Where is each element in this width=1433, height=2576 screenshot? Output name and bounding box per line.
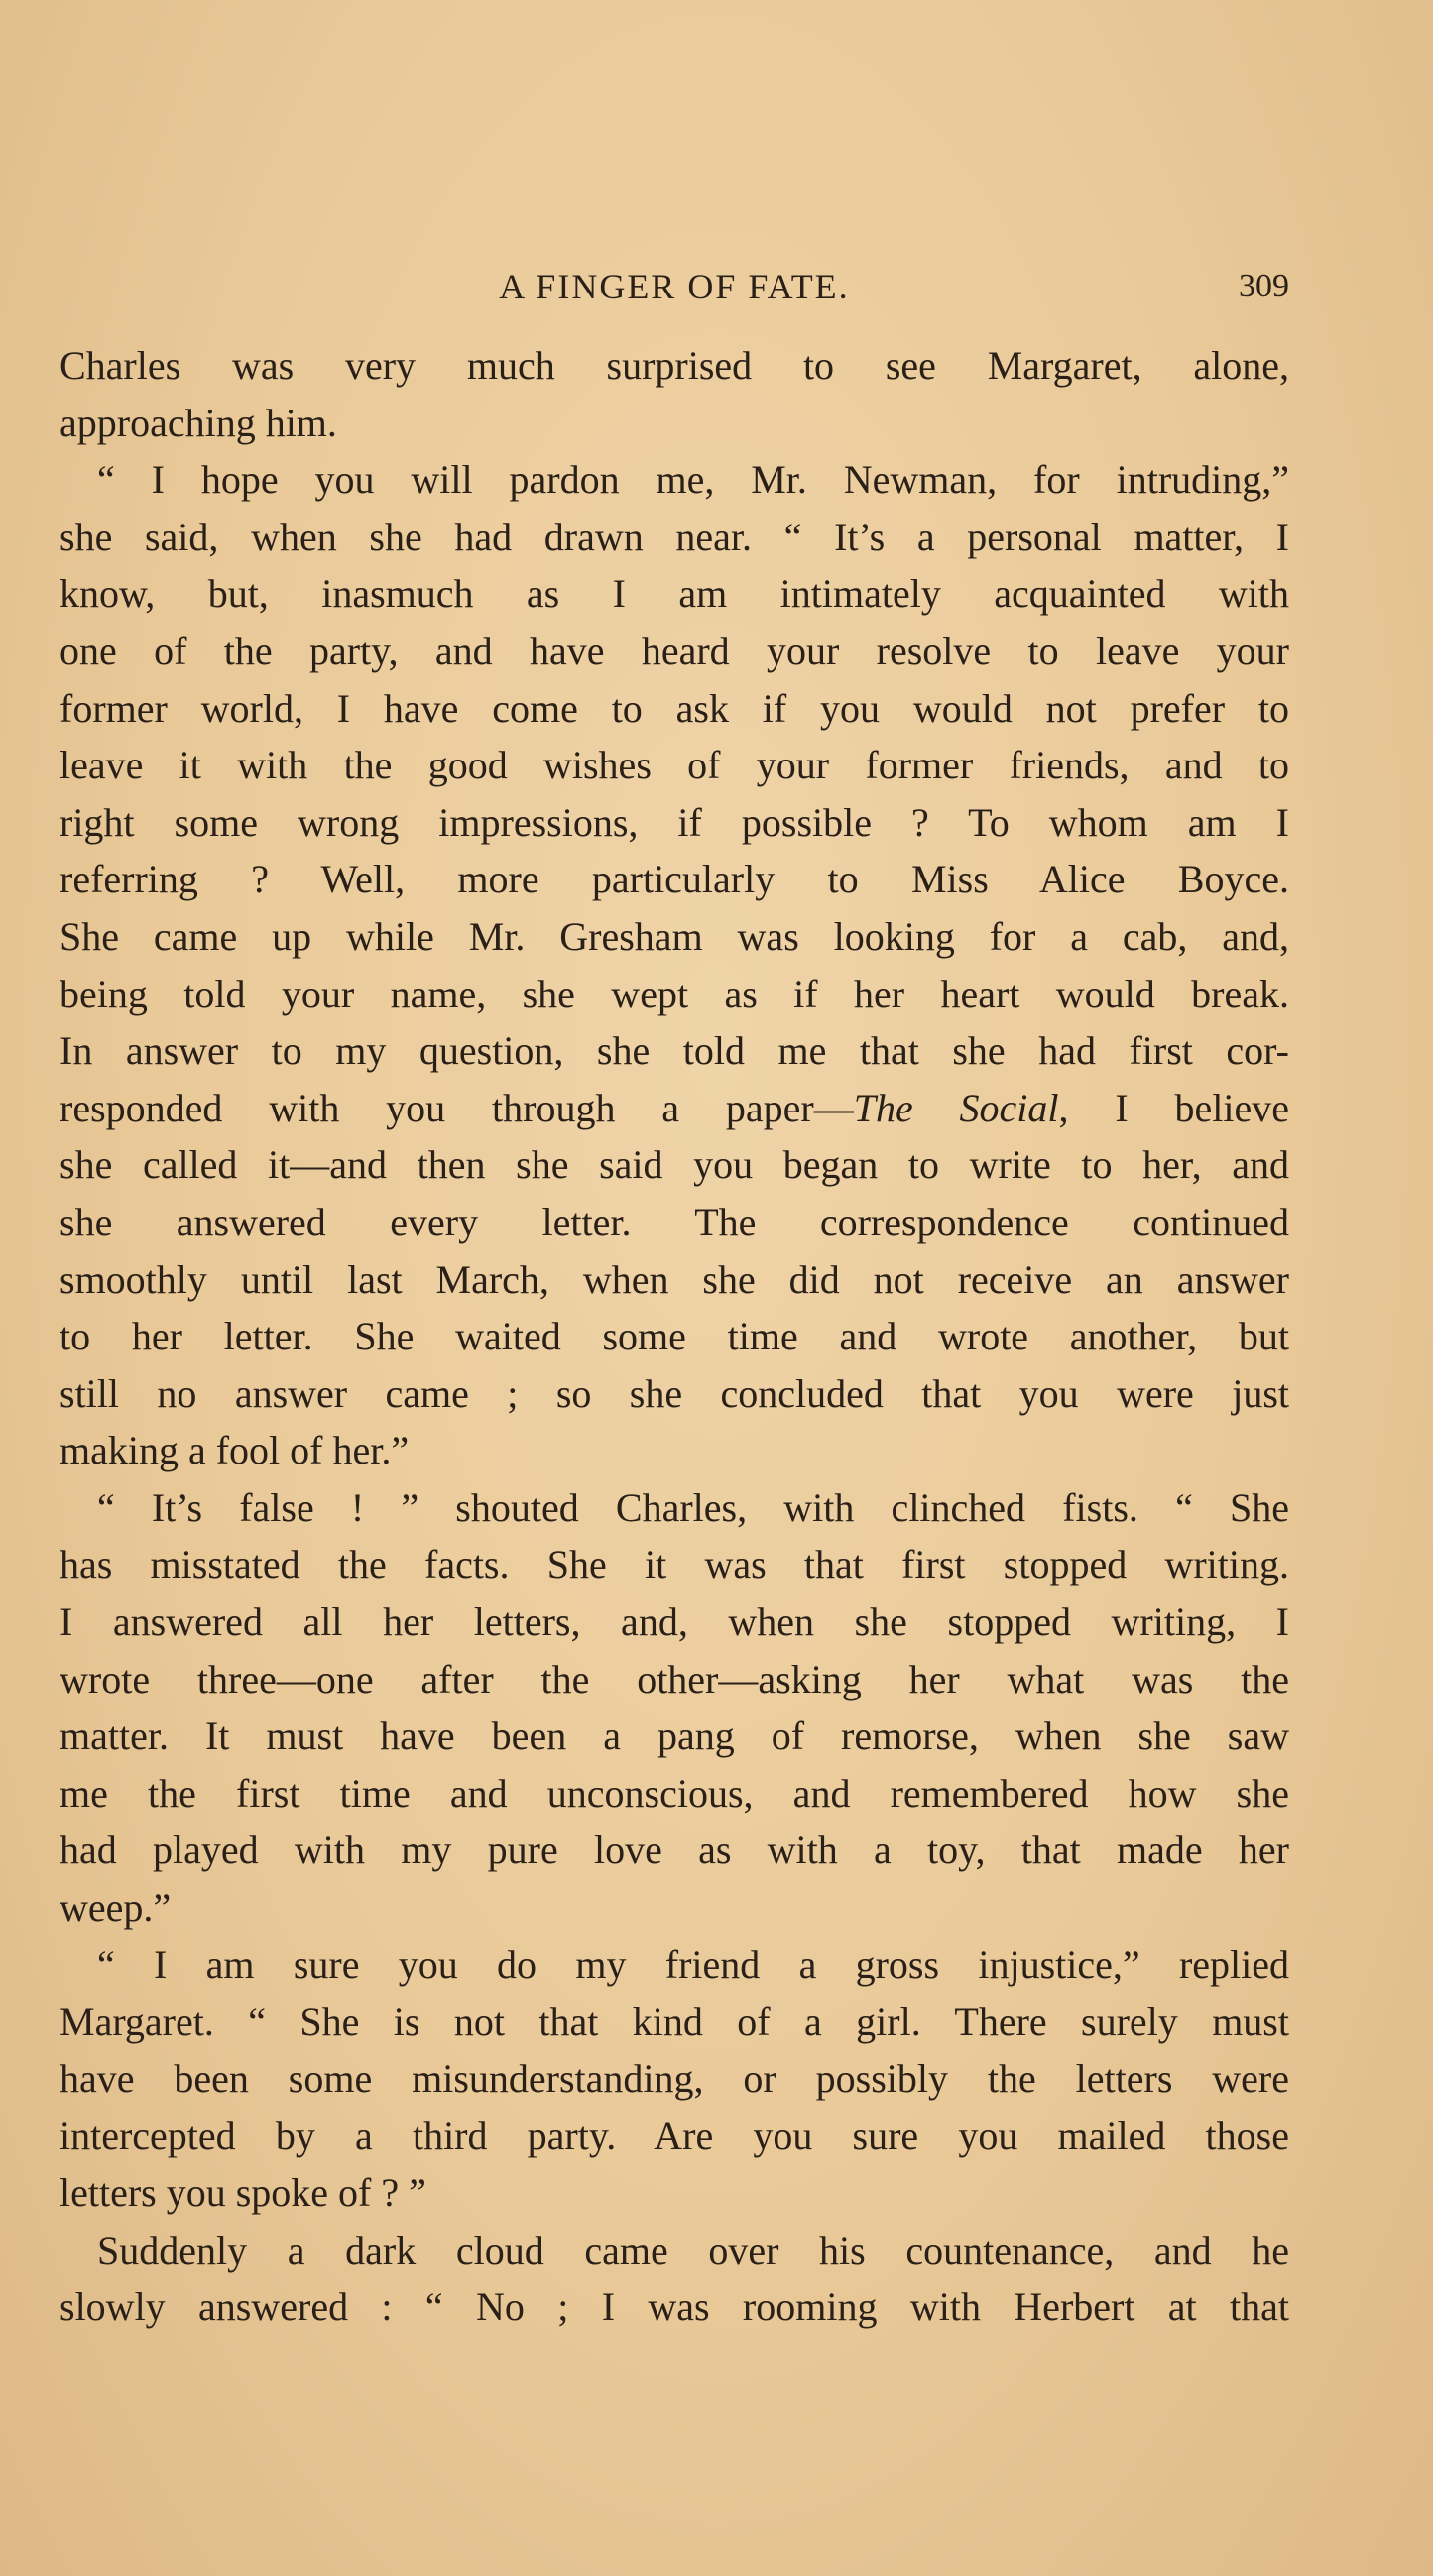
text-line: leave it with the good wishes of your former friends, and to xyxy=(60,743,1289,788)
text-line: one of the party, and have heard your resolve to leave your xyxy=(60,628,1289,673)
text-line: still no answer came ; so she concluded that you were just xyxy=(60,1370,1289,1416)
text-line: have been some misunderstanding, or possibly the letters were xyxy=(60,2055,1289,2101)
text-line: weep.” xyxy=(60,1885,172,1931)
text-line: making a fool of her.” xyxy=(60,1428,410,1473)
body-text xyxy=(60,337,1289,2336)
text-line: has misstated the facts. She it was that first stopped writing. xyxy=(60,1542,1289,1587)
text-line: to her letter. She waited some time and wrote another, but xyxy=(60,1314,1289,1359)
text-line: slowly answered : “ No ; I was rooming with Herbert at that xyxy=(60,2284,1289,2330)
page-number: 309 xyxy=(1239,268,1289,304)
text-line: Charles was very much surprised to see Margaret, alone, xyxy=(60,343,1289,388)
text-line: right some wrong impressions, if possible ? To whom am I xyxy=(60,799,1289,845)
text-line: approaching him. xyxy=(60,400,337,445)
running-head xyxy=(60,266,1289,315)
text-line: letters you spoke of ? ” xyxy=(60,2170,426,2215)
text-line: intercepted by a third party. Are you sure you mailed those xyxy=(60,2113,1289,2159)
text-segment: , I believe xyxy=(1058,1085,1290,1130)
text-line: me the first time and unconscious, and remembered how she xyxy=(60,1770,1289,1815)
text-line: referring ? Well, more particularly to Miss Alice Boyce. xyxy=(60,857,1289,902)
text-line: “ It’s false ! ” shouted Charles, with clinched fists. “ She xyxy=(97,1484,1289,1530)
text-line: former world, I have come to ask if you would not prefer to xyxy=(60,685,1289,731)
text-line: she answered every letter. The correspondence continued xyxy=(60,1199,1289,1244)
text-line: smoothly until last March, when she did not receive an answer xyxy=(60,1256,1289,1302)
text-line: Margaret. “ She is not that kind of a girl. There surely must xyxy=(60,1999,1289,2045)
text-line: had played with my pure love as with a toy, that made her xyxy=(60,1827,1289,1873)
text-line: I answered all her letters, and, when she stopped writing, I xyxy=(60,1599,1289,1645)
text-line: know, but, inasmuch as I am intimately acquainted with xyxy=(60,571,1289,617)
text-line: she called it—and then she said you began to write to her, and xyxy=(60,1142,1289,1188)
running-title: A FINGER OF FATE. xyxy=(499,267,850,306)
text-line: being told your name, she wept as if her heart would break. xyxy=(60,971,1289,1016)
italic-title: The Social xyxy=(853,1085,1059,1130)
text-line: wrote three—one after the other—asking her what was the xyxy=(60,1656,1289,1701)
text-line: In answer to my question, she told me that she had first cor- xyxy=(60,1028,1289,1074)
text-segment: responded with you through a paper— xyxy=(60,1085,854,1130)
text-line: “ I am sure you do my friend a gross injustice,” replied xyxy=(97,1941,1289,1987)
text-line: matter. It must have been a pang of remorse, when she saw xyxy=(60,1713,1289,1759)
text-line xyxy=(60,1080,1289,1137)
text-line: “ I hope you will pardon me, Mr. Newman, for intruding,” xyxy=(97,457,1289,503)
text-line: Suddenly a dark cloud came over his countenance, and he xyxy=(97,2227,1289,2273)
text-line: She came up while Mr. Gresham was looking for a cab, and, xyxy=(60,913,1289,959)
text-line: she said, when she had drawn near. “ It’s a personal matter, I xyxy=(60,514,1289,559)
